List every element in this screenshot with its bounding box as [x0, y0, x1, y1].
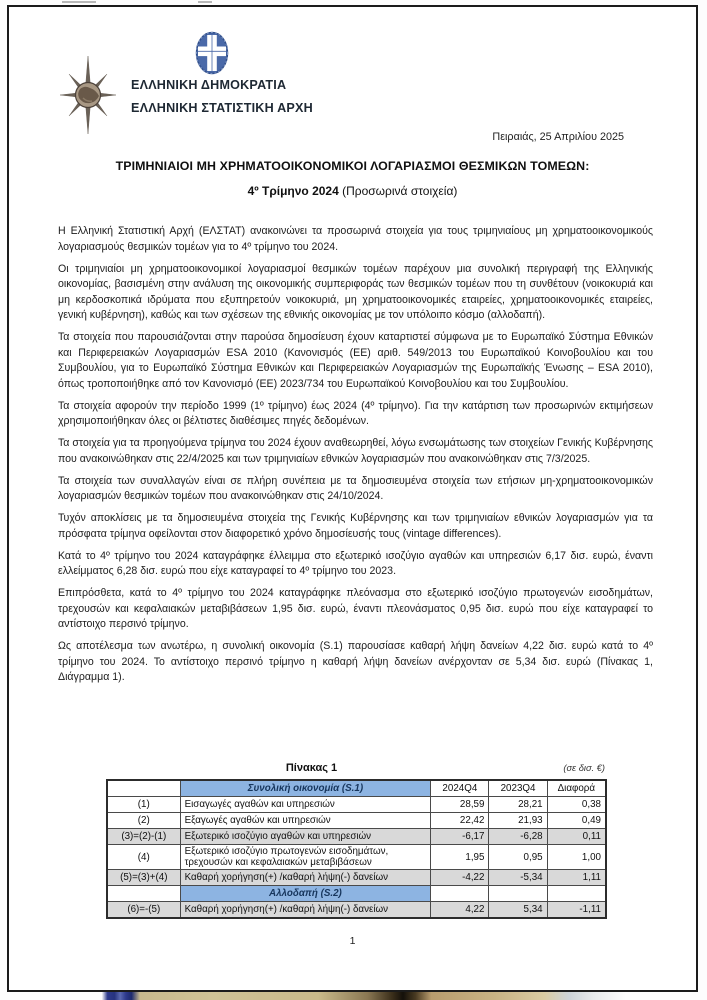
row-label: Καθαρή χορήγηση(+) /καθαρή λήψη(-) δανείων — [180, 870, 431, 886]
table-body — [107, 780, 606, 918]
row-code: (5)=(3)+(4) — [107, 870, 180, 886]
value-diff: 0,11 — [547, 829, 606, 845]
value-2023q4: 28,21 — [489, 797, 547, 813]
paragraph: Τα στοιχεία για τα προηγούμενα τρίμηνα του 2024 έχουν αναθεωρηθεί, λόγω ενσωμάτωσης των στοιχείων Γενικής Κυβέρνησης που ανακοινώθηκαν στις 22/4/2025 και των τριμηνιαίων εθνικών λογαριασμών που ανακοινώθηκαν στις 7/3/2025. — [58, 437, 654, 465]
value-2023q4: -6,28 — [489, 829, 547, 845]
value-diff: 1,00 — [547, 845, 606, 870]
document-subtitle — [49, 184, 656, 198]
row-code: (2) — [107, 813, 180, 829]
cropped-text-fragment — [62, 1, 96, 3]
paragraph: Ως αποτέλεσμα των ανωτέρω, η συνολική οικονομία (S.1) παρουσίασε καθαρή λήψη δανείων 4,22 δισ. ευρώ κατά το 4º τρίμηνο του 2024. Το αντίστοιχο περσινό τρίμηνο η καθαρή λήψη δανείων ανέρχονταν σε 5,34 δισ. ευρώ (Πίνακας 1, Διάγραμμα 1). — [58, 640, 653, 683]
value-2024q4: -4,22 — [431, 870, 489, 886]
paragraph: Τα στοιχεία αφορούν την περίοδο 1999 (1º τρίμηνο) έως 2024 (4º τρίμηνο). Για την κατάρτιση των προσωρινών εκτιμήσεων χρησιμοποιήθηκαν όλες οι βέλτιστες διαθέσιμες πηγές δεδομένων. — [58, 399, 653, 427]
paragraph: Επιπρόσθετα, κατά το 4º τρίμηνο του 2024 καταγράφηκε πλεόνασμα στο εξωτερικό ισοζύγιο πρωτογενών εισοδημάτων, τρεχουσών και κεφαλαιακών μεταβιβάσεων 1,95 δισ. ευρώ, έναντι πλεονάσματος 0,95 δισ. ευρώ που είχε καταγραφεί το αντίστοιχο περσινό τρίμηνο. — [58, 587, 653, 630]
paragraph: Τα στοιχεία των συναλλαγών είναι σε πλήρη συνέπεια με τα δημοσιευμένα στοιχεία των ετήσιων μη-χρηματοοικονομικών λογαριασμών θεσμικών τομέων που ανακοινώθηκαν στις 24/10/2024. — [58, 474, 653, 502]
row-code: (4) — [107, 845, 180, 870]
dateline: Πειραιάς, 25 Απριλίου 2025 — [492, 131, 624, 143]
section-rest-of-world: Αλλοδαπή (S.2) — [180, 886, 431, 902]
elstat-globe-star-logo — [59, 55, 117, 135]
table-unit-note: (σε δισ. €) — [563, 763, 605, 773]
paragraph: Τυχόν αποκλίσεις με τα δημοσιευμένα στοιχεία της Γενικής Κυβέρνησης και των τριμηνιαίων εθνικών λογαριασμών για τα πρόσφατα τρίμηνα οφείλονται στον διαφορετικό χρόνο δημοσίευσής τους (vintage differences). — [58, 512, 653, 540]
table-row — [107, 829, 606, 845]
table-row — [107, 902, 606, 919]
column-header-diff: Διαφορά — [547, 780, 606, 797]
org-line-1: ΕΛΛΗΝΙΚΗ ΔΗΜΟΚΡΑΤΙΑ — [131, 78, 287, 92]
row-label: Καθαρή χορήγηση(+) /καθαρή λήψη(-) δανείων — [180, 902, 431, 919]
globe-star-icon — [59, 55, 117, 135]
table-cell-empty — [107, 780, 180, 797]
value-2023q4: -5,34 — [489, 870, 547, 886]
table-row — [107, 797, 606, 813]
page-number: 1 — [349, 935, 356, 947]
value-2024q4: -6,17 — [431, 829, 489, 845]
org-line-2: ΕΛΛΗΝΙΚΗ ΣΤΑΤΙΣΤΙΚΗ ΑΡΧΗ — [131, 101, 313, 115]
document-title: ΤΡΙΜΗΝΙΑΙΟΙ ΜΗ ΧΡΗΜΑΤΟΟΙΚΟΝΟΜΙΚΟΙ ΛΟΓΑΡΙΑΣΜΟΙ ΘΕΣΜΙΚΩΝ ΤΟΜΕΩΝ: — [115, 159, 590, 173]
value-diff: 0,49 — [547, 813, 606, 829]
row-label: Εξωτερικό ισοζύγιο πρωτογενών εισοδημάτων, τρεχουσών και κεφαλαιακών μεταβιβάσεων — [180, 845, 431, 870]
table-section-row — [107, 886, 606, 902]
value-2024q4: 28,59 — [431, 797, 489, 813]
table-cell-empty — [489, 886, 547, 902]
subtitle-provisional: (Προσωρινά στοιχεία) — [338, 184, 458, 198]
value-diff: 1,11 — [547, 870, 606, 886]
table-row — [107, 813, 606, 829]
paragraph: Οι τριμηνιαίοι μη χρηματοοικονομικοί λογαριασμοί θεσμικών τομέων παρέχουν μια συνολική περιγραφή της Ελληνικής οικονομίας, βασισμένη στην ανάλυση της οικονομικής συμπεριφοράς των θεσμικών τομέων που τη συνθέτουν (νοικοκυριά και μη κερδοσκοπικά ιδρύματα που εξυπηρετούν νοικοκυριά, μη χρηματοοικονομικές εταιρείες, χρηματοοικονομικές εταιρείες, γενική κυβέρνηση), καθώς και των σχέσεων της εθνικής οικονομίας με τον υπόλοιπο κόσμο (αλλοδαπή). — [58, 262, 653, 321]
table-1 — [106, 779, 607, 919]
table-row — [107, 870, 606, 886]
table-1-block — [106, 762, 607, 919]
table-caption: Πίνακας 1 — [285, 762, 338, 774]
row-code: (6)=-(5) — [107, 902, 180, 919]
column-header-2023q4: 2023Q4 — [489, 780, 547, 797]
emblem-icon — [194, 30, 230, 76]
row-code: (3)=(2)-(1) — [107, 829, 180, 845]
organization-name — [131, 74, 313, 120]
subtitle-quarter: 4º Τρίμηνο 2024 — [247, 184, 339, 198]
document-page — [7, 5, 698, 992]
paragraph: Κατά το 4º τρίμηνο του 2024 καταγράφηκε έλλειμμα στο εξωτερικό ισοζύγιο αγαθών και υπηρεσιών 6,17 δισ. ευρώ, έναντι ελλείμματος 6,28 δισ. ευρώ που είχε καταγραφεί το 4º τρίμηνο του 2023. — [58, 549, 653, 577]
table-caption-row — [106, 762, 607, 779]
value-2023q4: 21,93 — [489, 813, 547, 829]
value-diff: -1,11 — [547, 902, 606, 919]
paragraph: Η Ελληνική Στατιστική Αρχή (ΕΛΣΤΑΤ) ανακοινώνει τα προσωρινά στοιχεία για τους τριμηνιαίους μη χρηματοοικονομικούς λογαριασμούς θεσμικών τομέων για το 4º τρίμηνο του 2024. — [58, 225, 653, 253]
table-cell-empty — [431, 886, 489, 902]
row-label: Εξωτερικό ισοζύγιο αγαθών και υπηρεσιών — [180, 829, 431, 845]
value-2023q4: 5,34 — [489, 902, 547, 919]
column-header-2024q4: 2024Q4 — [431, 780, 489, 797]
hellenic-republic-emblem-icon — [194, 30, 230, 76]
row-code: (1) — [107, 797, 180, 813]
table-cell-empty — [547, 886, 606, 902]
paragraph: Τα στοιχεία που παρουσιάζονται στην παρούσα δημοσίευση έχουν καταρτιστεί σύμφωνα με το Ευρωπαϊκό Σύστημα Εθνικών και Περιφερειακών Λογαριασμών ESA 2010 (Κανονισμός (ΕΕ) αριθ. 549/2013 του Ευρωπαϊκού Κοινοβουλίου και του Συμβουλίου, για το Ευρωπαϊκό Σύστημα Εθνικών και Περιφερειακών Λογαριασμών της Ευρωπαϊκής Ένωσης – ESA 2010), όπως τροποποιήθηκε από τον Κανονισμό (ΕΕ) 2023/734 του Ευρωπαϊκού Κοινοβουλίου και του Συμβουλίου. — [58, 331, 653, 390]
table-header-row — [107, 780, 606, 797]
cropped-text-fragment — [198, 1, 212, 3]
row-label: Εξαγωγές αγαθών και υπηρεσιών — [180, 813, 431, 829]
value-2023q4: 0,95 — [489, 845, 547, 870]
table-cell-empty — [107, 886, 180, 902]
section-total-economy: Συνολική οικονομία (S.1) — [180, 780, 431, 797]
value-diff: 0,38 — [547, 797, 606, 813]
table-row — [107, 845, 606, 870]
row-label: Εισαγωγές αγαθών και υπηρεσιών — [180, 797, 431, 813]
body-paragraphs — [58, 224, 653, 692]
value-2024q4: 4,22 — [431, 902, 489, 919]
value-2024q4: 22,42 — [431, 813, 489, 829]
next-page-preview-strip — [0, 992, 707, 1000]
value-2024q4: 1,95 — [431, 845, 489, 870]
